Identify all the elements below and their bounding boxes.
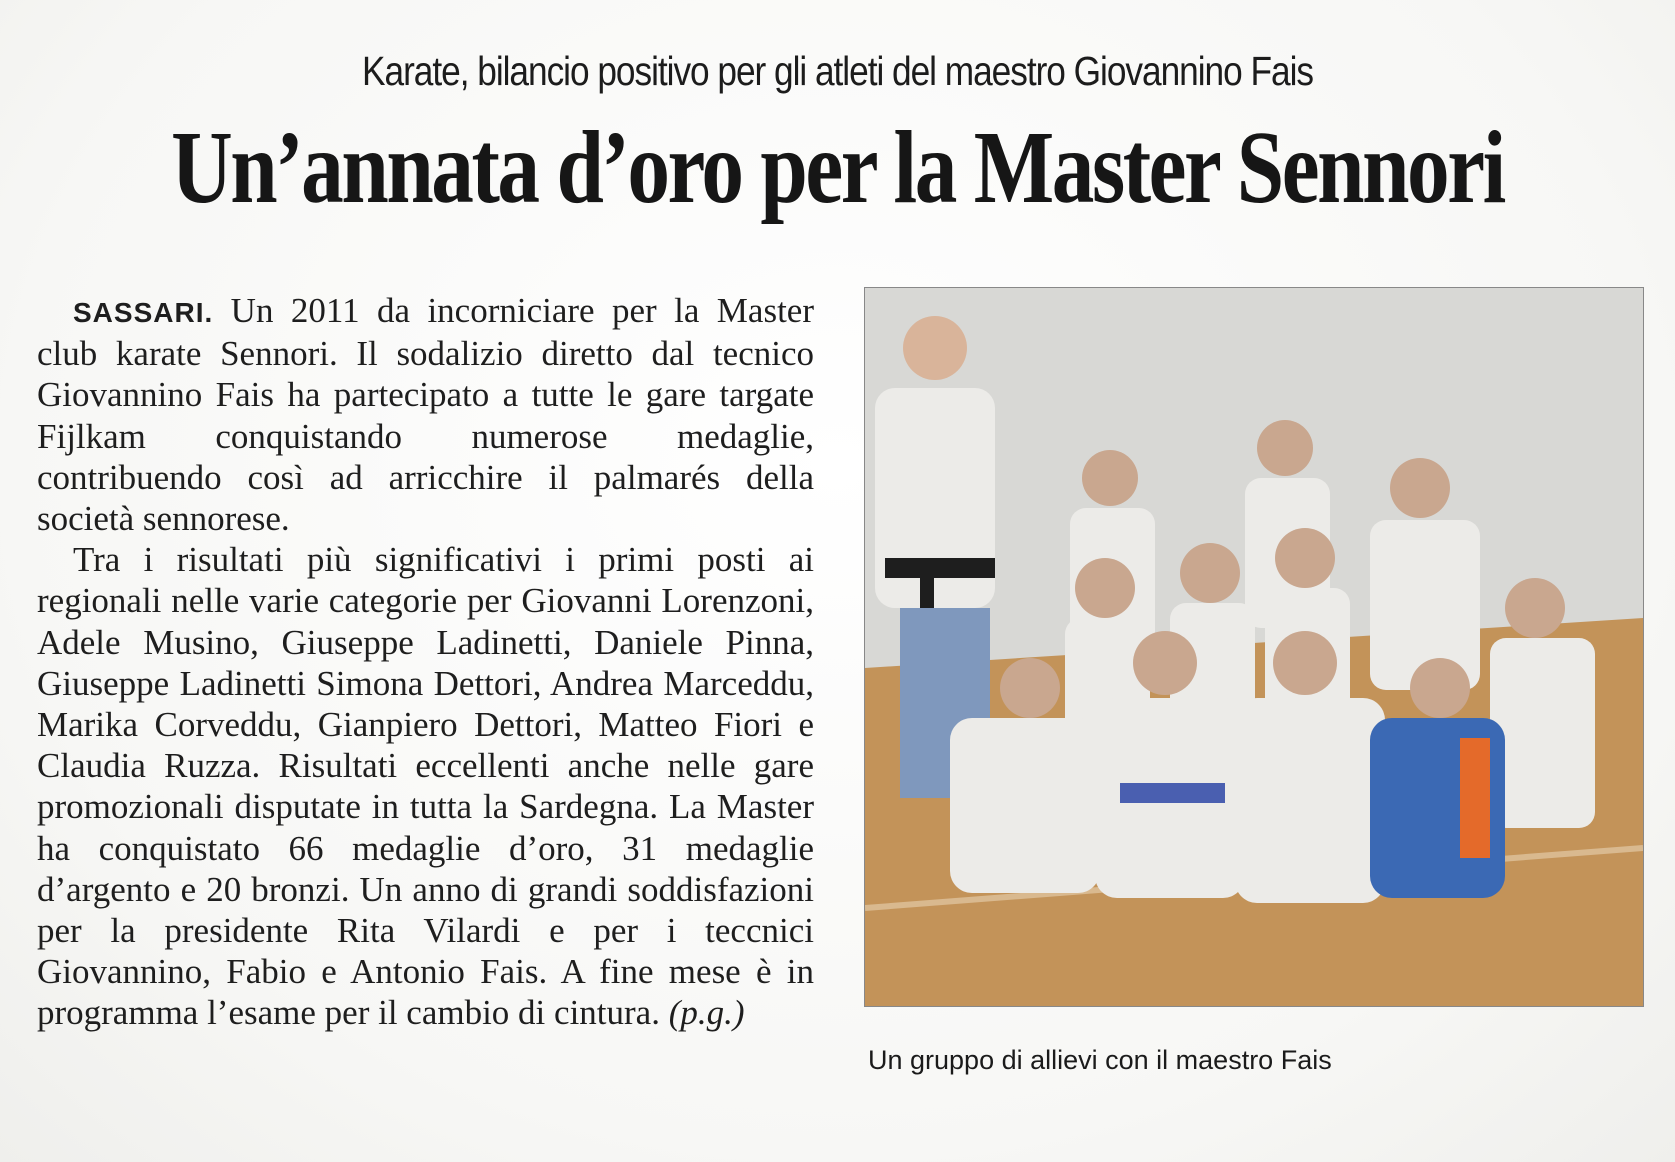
article-paragraph-2 bbox=[37, 539, 814, 1033]
article-paragraph-1 bbox=[37, 290, 814, 539]
author-initials: (p.g.) bbox=[668, 993, 745, 1033]
group-photo-illustration bbox=[865, 288, 1643, 1006]
article-body bbox=[37, 290, 814, 1034]
dateline: SASSARI. bbox=[73, 297, 214, 328]
paragraph-2-text: Tra i risultati più significativi i primi posti ai regionali nelle varie categorie per Giovanni Lorenzoni, Adele Musino, Giuseppe Ladinetti, Daniele Pinna, Giuseppe Ladinetti Simona Dettori, Andrea Marceddu, Marika Corveddu, Gianpiero Dettori, Matteo Fiori e Claudia Ruzza. Risultati eccellenti anche nelle gare promozionali disputate in tutta la Sardegna. La Master ha conquistato 66 medaglie d’oro, 31 medaglie d’argento e 20 bronzi. Un anno di grandi soddisfazioni per la presidente Rita Vilardi e per i teccnici Giovannino, Fabio e Antonio Fais. A fine mese è in programma l’esame per il cambio di cintura. bbox=[37, 540, 814, 1033]
article-headline: Un’annata d’oro per la Master Sennori bbox=[171, 110, 1504, 225]
photo-caption: Un gruppo di allievi con il maestro Fais bbox=[868, 1045, 1332, 1075]
paragraph-1-text: Un 2011 da incorniciare per la Master club karate Sennori. Il sodalizio diretto dal tecnico Giovannino Fais ha partecipato a tutte le gare targate Fijlkam conquistando numerose medaglie, contribuendo così ad arricchire il palmarés della società sennorese. bbox=[37, 291, 814, 539]
group-photo bbox=[865, 288, 1643, 1006]
article-kicker: Karate, bilancio positivo per gli atleti del maestro Giovannino Fais bbox=[362, 48, 1313, 94]
